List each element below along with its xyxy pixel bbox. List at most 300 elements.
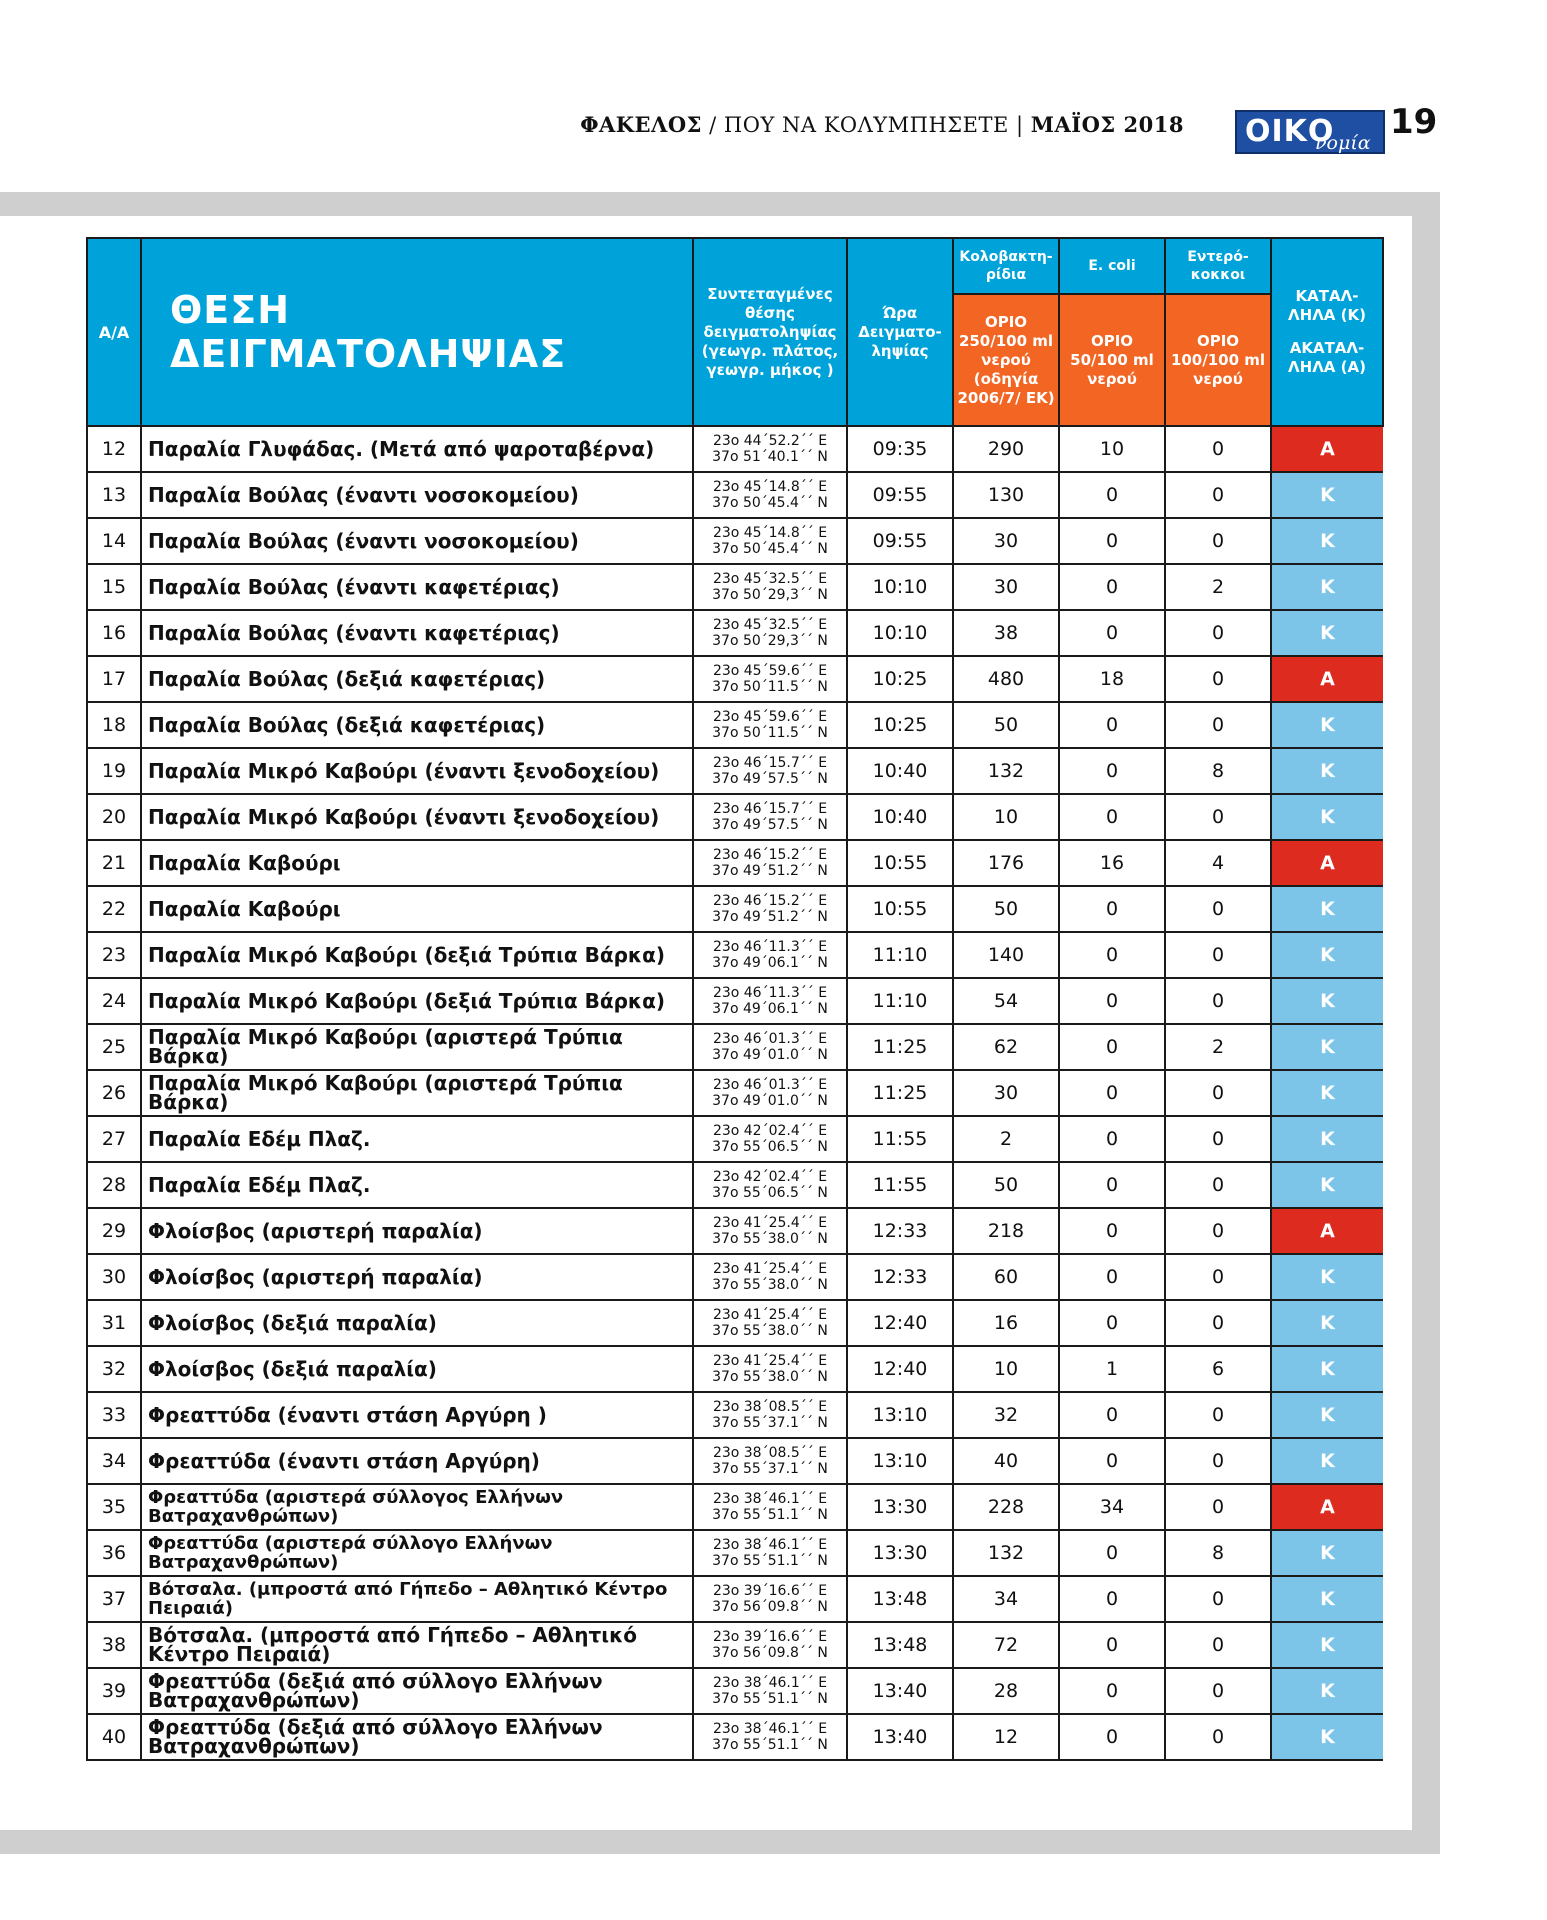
coordinate-longitude: 23ο 46΄15.7΄΄ Ε [712,755,828,771]
coordinates [693,1346,847,1392]
location-name: Βότσαλα. (μπροστά από Γήπεδο – Αθλητικό Κέντρο Πειραιά) [141,1622,693,1668]
coordinates [693,1116,847,1162]
suitability-status: Κ [1271,1162,1383,1208]
row-number: 39 [87,1668,141,1714]
coordinates [693,1208,847,1254]
coordinate-longitude: 23ο 46΄15.2΄΄ Ε [712,893,828,909]
suitability-status: Κ [1271,1346,1383,1392]
coliforms-value: 50 [953,702,1059,748]
coordinates [693,748,847,794]
sampling-time: 11:55 [847,1162,953,1208]
table-body [87,426,1383,1760]
row-number: 13 [87,472,141,518]
ecoli-value: 0 [1059,748,1165,794]
coliforms-value: 40 [953,1438,1059,1484]
row-number: 17 [87,656,141,702]
enterococci-value: 8 [1165,1530,1271,1576]
coliforms-value: 50 [953,1162,1059,1208]
coliforms-value: 62 [953,1024,1059,1070]
coordinates [693,564,847,610]
coordinates [693,1622,847,1668]
table-row [87,932,1383,978]
enterococci-value: 0 [1165,1484,1271,1530]
table-row [87,1116,1383,1162]
coordinate-longitude: 23ο 46΄15.2΄΄ Ε [712,847,828,863]
coordinate-longitude: 23ο 46΄11.3΄΄ Ε [712,939,828,955]
suitability-status: Κ [1271,1300,1383,1346]
row-number: 40 [87,1714,141,1760]
table-row [87,1162,1383,1208]
row-number: 24 [87,978,141,1024]
header-unsuitable: ΑΚΑΤΑΛ-ΛΗΛΑ (Α) [1288,339,1366,376]
coordinate-longitude: 23ο 46΄15.7΄΄ Ε [712,801,828,817]
ecoli-value: 0 [1059,1300,1165,1346]
table-row [87,1300,1383,1346]
sampling-time: 12:40 [847,1346,953,1392]
row-number: 20 [87,794,141,840]
logo-sub-text: νομία [1315,132,1371,154]
header-enterococci: Εντερό-κοκκοι [1165,238,1271,294]
coliforms-value: 290 [953,426,1059,472]
coordinate-latitude: 37ο 49΄06.1΄΄ Ν [712,955,828,971]
coordinate-longitude: 23ο 38΄46.1΄΄ Ε [712,1721,828,1737]
coliforms-value: 54 [953,978,1059,1024]
location-name: Βότσαλα. (μπροστά από Γήπεδο – Αθλητικό Κέντρο Πειραιά) [141,1576,693,1622]
coliforms-value: 72 [953,1622,1059,1668]
row-number: 25 [87,1024,141,1070]
suitability-status: Κ [1271,978,1383,1024]
ecoli-value: 34 [1059,1484,1165,1530]
sampling-time: 09:55 [847,518,953,564]
location-name: Παραλία Βούλας (έναντι νοσοκομείου) [141,472,693,518]
coordinates [693,702,847,748]
row-number: 14 [87,518,141,564]
coordinate-latitude: 37ο 55΄51.1΄΄ Ν [712,1737,828,1753]
coordinates [693,1484,847,1530]
header-sampling-time: Ώρα Δειγματο-ληψίας [847,238,953,426]
location-name: Φρεαττύδα (δεξιά από σύλλογο Ελλήνων Βατραχανθρώπων) [141,1714,693,1760]
row-number: 28 [87,1162,141,1208]
row-number: 18 [87,702,141,748]
ecoli-value: 0 [1059,1070,1165,1116]
table-row [87,426,1383,472]
table-row [87,702,1383,748]
coordinate-longitude: 23ο 38΄08.5΄΄ Ε [712,1399,828,1415]
coliforms-value: 176 [953,840,1059,886]
ecoli-value: 0 [1059,472,1165,518]
sampling-time: 13:48 [847,1622,953,1668]
coordinate-latitude: 37ο 49΄51.2΄΄ Ν [712,909,828,925]
magazine-logo [1235,110,1385,154]
coordinate-longitude: 23ο 41΄25.4΄΄ Ε [712,1215,828,1231]
enterococci-value: 0 [1165,1254,1271,1300]
coliforms-value: 12 [953,1714,1059,1760]
coordinate-longitude: 23ο 44΄52.2΄΄ Ε [712,433,828,449]
sampling-time: 13:30 [847,1530,953,1576]
coordinate-longitude: 23ο 41΄25.4΄΄ Ε [712,1261,828,1277]
coordinates [693,886,847,932]
suitability-status: Κ [1271,886,1383,932]
ecoli-value: 0 [1059,702,1165,748]
enterococci-value: 0 [1165,1714,1271,1760]
enterococci-value: 0 [1165,932,1271,978]
ecoli-value: 0 [1059,1576,1165,1622]
sampling-table-container [86,237,1382,1761]
enterococci-value: 0 [1165,1576,1271,1622]
row-number: 38 [87,1622,141,1668]
coordinate-longitude: 23ο 39΄16.6΄΄ Ε [712,1583,828,1599]
table-row [87,1714,1383,1760]
ecoli-value: 0 [1059,1438,1165,1484]
row-number: 30 [87,1254,141,1300]
coliforms-value: 28 [953,1668,1059,1714]
row-number: 22 [87,886,141,932]
suitability-status: Κ [1271,564,1383,610]
ecoli-value: 0 [1059,1208,1165,1254]
table-row [87,1576,1383,1622]
sampling-time: 10:55 [847,886,953,932]
coordinates [693,1392,847,1438]
ecoli-value: 0 [1059,1254,1165,1300]
coliforms-value: 10 [953,794,1059,840]
location-name: Παραλία Καβούρι [141,840,693,886]
coordinate-latitude: 37ο 56΄09.8΄΄ Ν [712,1599,828,1615]
row-number: 32 [87,1346,141,1392]
suitability-status: Α [1271,1208,1383,1254]
row-number: 36 [87,1530,141,1576]
header-suitability [1271,238,1383,426]
coordinate-longitude: 23ο 38΄46.1΄΄ Ε [712,1491,828,1507]
table-header [87,238,1383,426]
header-suitable: ΚΑΤΑΛ-ΛΗΛΑ (Κ) [1288,287,1366,324]
coordinates [693,426,847,472]
enterococci-value: 0 [1165,702,1271,748]
enterococci-value: 0 [1165,1622,1271,1668]
suitability-status: Κ [1271,1024,1383,1070]
ecoli-value: 0 [1059,932,1165,978]
coordinate-longitude: 23ο 45΄14.8΄΄ Ε [712,525,828,541]
sampling-time: 12:33 [847,1254,953,1300]
row-number: 34 [87,1438,141,1484]
coordinates [693,840,847,886]
sampling-time: 10:25 [847,656,953,702]
location-name: Παραλία Καβούρι [141,886,693,932]
enterococci-value: 0 [1165,886,1271,932]
sampling-time: 13:10 [847,1392,953,1438]
suitability-status: Κ [1271,702,1383,748]
header-aa: Α/Α [87,238,141,426]
coliforms-value: 34 [953,1576,1059,1622]
coordinate-latitude: 37ο 50΄45.4΄΄ Ν [712,495,828,511]
suitability-status: Α [1271,656,1383,702]
coordinate-longitude: 23ο 39΄16.6΄΄ Ε [712,1629,828,1645]
coordinates [693,932,847,978]
suitability-status: Α [1271,426,1383,472]
coordinate-latitude: 37ο 49΄57.5΄΄ Ν [712,771,828,787]
ecoli-value: 18 [1059,656,1165,702]
page-number: 19 [1390,102,1438,142]
location-name: Παραλία Μικρό Καβούρι (έναντι ξενοδοχείου) [141,794,693,840]
ecoli-value: 0 [1059,1392,1165,1438]
coordinate-longitude: 23ο 46΄11.3΄΄ Ε [712,985,828,1001]
sampling-time: 11:10 [847,932,953,978]
suitability-status: Κ [1271,1714,1383,1760]
enterococci-value: 0 [1165,1162,1271,1208]
suitability-status: Κ [1271,794,1383,840]
location-name: Παραλία Μικρό Καβούρι (δεξιά Τρύπια Βάρκα) [141,932,693,978]
coordinate-latitude: 37ο 55΄38.0΄΄ Ν [712,1277,828,1293]
coordinate-longitude: 23ο 38΄08.5΄΄ Ε [712,1445,828,1461]
coordinates [693,1576,847,1622]
coordinates [693,1300,847,1346]
location-name: Παραλία Εδέμ Πλαζ. [141,1116,693,1162]
sampling-time: 10:40 [847,794,953,840]
enterococci-value: 0 [1165,1070,1271,1116]
coordinate-latitude: 37ο 49΄06.1΄΄ Ν [712,1001,828,1017]
suitability-status: Κ [1271,1530,1383,1576]
sampling-time: 11:25 [847,1024,953,1070]
coordinate-latitude: 37ο 55΄51.1΄΄ Ν [712,1691,828,1707]
coordinate-latitude: 37ο 50΄11.5΄΄ Ν [712,679,828,695]
enterococci-value: 0 [1165,1300,1271,1346]
table-row [87,518,1383,564]
row-number: 12 [87,426,141,472]
ecoli-value: 0 [1059,886,1165,932]
header-title [580,112,1184,137]
table-row [87,1254,1383,1300]
coordinate-longitude: 23ο 45΄14.8΄΄ Ε [712,479,828,495]
ecoli-value: 0 [1059,978,1165,1024]
table-row [87,610,1383,656]
table-row [87,794,1383,840]
coordinate-latitude: 37ο 55΄37.1΄΄ Ν [712,1415,828,1431]
location-name: Φρεαττύδα (έναντι στάση Αργύρη) [141,1438,693,1484]
coliforms-value: 30 [953,564,1059,610]
suitability-status: Κ [1271,932,1383,978]
location-name: Φλοίσβος (δεξιά παραλία) [141,1346,693,1392]
coordinates [693,518,847,564]
sampling-time: 10:40 [847,748,953,794]
table-row [87,1024,1383,1070]
header-separator: | [1008,113,1031,137]
location-name: Φρεαττύδα (δεξιά από σύλλογο Ελλήνων Βατραχανθρώπων) [141,1668,693,1714]
table-row [87,1438,1383,1484]
location-name: Παραλία Μικρό Καβούρι (αριστερά Τρύπια Βάρκα) [141,1070,693,1116]
suitability-status: Κ [1271,748,1383,794]
header-section: ΦΑΚΕΛΟΣ [580,112,702,137]
location-name: Φλοίσβος (δεξιά παραλία) [141,1300,693,1346]
coordinate-latitude: 37ο 55΄38.0΄΄ Ν [712,1323,828,1339]
enterococci-value: 0 [1165,1668,1271,1714]
coliforms-value: 32 [953,1392,1059,1438]
ecoli-value: 0 [1059,610,1165,656]
coordinate-latitude: 37ο 49΄01.0΄΄ Ν [712,1047,828,1063]
table-row [87,564,1383,610]
header-date: ΜΑΪΟΣ 2018 [1030,112,1184,137]
enterococci-value: 0 [1165,1438,1271,1484]
ecoli-value: 0 [1059,1530,1165,1576]
sampling-time: 10:10 [847,564,953,610]
coordinates [693,656,847,702]
enterococci-value: 0 [1165,978,1271,1024]
location-name: Παραλία Μικρό Καβούρι (αριστερά Τρύπια Βάρκα) [141,1024,693,1070]
sampling-results-table [86,237,1384,1761]
coliforms-value: 228 [953,1484,1059,1530]
location-name: Φλοίσβος (αριστερή παραλία) [141,1254,693,1300]
suitability-status: Κ [1271,1668,1383,1714]
location-name: Παραλία Βούλας (έναντι καφετέριας) [141,564,693,610]
coordinate-latitude: 37ο 55΄06.5΄΄ Ν [712,1139,828,1155]
suitability-status: Α [1271,840,1383,886]
coliforms-value: 132 [953,748,1059,794]
sampling-time: 09:55 [847,472,953,518]
table-row [87,1070,1383,1116]
suitability-status: Κ [1271,1392,1383,1438]
enterococci-value: 0 [1165,426,1271,472]
ecoli-value: 0 [1059,1622,1165,1668]
coordinate-latitude: 37ο 55΄37.1΄΄ Ν [712,1461,828,1477]
enterococci-value: 0 [1165,1392,1271,1438]
sampling-time: 11:10 [847,978,953,1024]
suitability-status: Κ [1271,1116,1383,1162]
coordinate-longitude: 23ο 42΄02.4΄΄ Ε [712,1169,828,1185]
table-row [87,472,1383,518]
location-name: Φρεαττύδα (αριστερά σύλλογο Ελλήνων Βατραχανθρώπων) [141,1530,693,1576]
coordinate-latitude: 37ο 50΄45.4΄΄ Ν [712,541,828,557]
table-row [87,1346,1383,1392]
sampling-time: 10:25 [847,702,953,748]
ecoli-value: 10 [1059,426,1165,472]
coliforms-value: 218 [953,1208,1059,1254]
suitability-status: Κ [1271,1622,1383,1668]
coliforms-value: 30 [953,1070,1059,1116]
coordinates [693,472,847,518]
enterococci-value: 2 [1165,564,1271,610]
coliforms-value: 60 [953,1254,1059,1300]
table-row [87,1622,1383,1668]
location-name: Παραλία Βούλας (έναντι καφετέριας) [141,610,693,656]
suitability-status: Κ [1271,1070,1383,1116]
location-name: Παραλία Εδέμ Πλαζ. [141,1162,693,1208]
coliforms-value: 132 [953,1530,1059,1576]
enterococci-value: 0 [1165,518,1271,564]
coordinate-longitude: 23ο 45΄32.5΄΄ Ε [712,617,828,633]
coordinate-longitude: 23ο 42΄02.4΄΄ Ε [712,1123,828,1139]
table-row [87,1484,1383,1530]
table-row [87,1530,1383,1576]
suitability-status: Α [1271,1484,1383,1530]
row-number: 19 [87,748,141,794]
coliforms-value: 38 [953,610,1059,656]
suitability-status: Κ [1271,518,1383,564]
coordinate-longitude: 23ο 46΄01.3΄΄ Ε [712,1077,828,1093]
enterococci-value: 6 [1165,1346,1271,1392]
coordinates [693,1714,847,1760]
coordinate-longitude: 23ο 45΄59.6΄΄ Ε [712,663,828,679]
header-enterococci-limit: ΟΡΙΟ 100/100 ml νερού [1165,294,1271,426]
sampling-time: 09:35 [847,426,953,472]
location-name: Παραλία Μικρό Καβούρι (έναντι ξενοδοχείου) [141,748,693,794]
ecoli-value: 16 [1059,840,1165,886]
coordinates [693,1162,847,1208]
row-number: 26 [87,1070,141,1116]
sampling-time: 13:48 [847,1576,953,1622]
ecoli-value: 0 [1059,1714,1165,1760]
table-row [87,748,1383,794]
coordinate-longitude: 23ο 38΄46.1΄΄ Ε [712,1675,828,1691]
coordinate-latitude: 37ο 49΄01.0΄΄ Ν [712,1093,828,1109]
enterococci-value: 0 [1165,1208,1271,1254]
coordinate-latitude: 37ο 55΄38.0΄΄ Ν [712,1369,828,1385]
enterococci-value: 4 [1165,840,1271,886]
enterococci-value: 2 [1165,1024,1271,1070]
location-name: Φρεαττύδα (έναντι στάση Αργύρη ) [141,1392,693,1438]
coliforms-value: 16 [953,1300,1059,1346]
coordinate-latitude: 37ο 50΄29,3΄΄ Ν [712,633,828,649]
coordinates [693,1254,847,1300]
coliforms-value: 50 [953,886,1059,932]
header-coordinates: Συντεταγμένες θέσης δειγματοληψίας (γεωγρ. πλάτος, γεωγρ. μήκος ) [693,238,847,426]
row-number: 21 [87,840,141,886]
enterococci-value: 0 [1165,472,1271,518]
sampling-time: 13:40 [847,1714,953,1760]
location-name: Φρεαττύδα (αριστερά σύλλογος Ελλήνων Βατραχανθρώπων) [141,1484,693,1530]
coordinate-longitude: 23ο 41΄25.4΄΄ Ε [712,1353,828,1369]
sampling-time: 13:10 [847,1438,953,1484]
location-name: Παραλία Γλυφάδας. (Μετά από ψαροταβέρνα) [141,426,693,472]
enterococci-value: 0 [1165,1116,1271,1162]
sampling-time: 11:25 [847,1070,953,1116]
location-name: Φλοίσβος (αριστερή παραλία) [141,1208,693,1254]
suitability-status: Κ [1271,1254,1383,1300]
logo-main-text: ΟΙΚΟ [1245,114,1335,149]
coordinates [693,1530,847,1576]
coordinates [693,1024,847,1070]
sampling-time: 11:55 [847,1116,953,1162]
row-number: 31 [87,1300,141,1346]
coordinates [693,1668,847,1714]
location-name: Παραλία Βούλας (δεξιά καφετέριας) [141,702,693,748]
coordinate-latitude: 37ο 51΄40.1΄΄ Ν [712,449,828,465]
coordinates [693,610,847,656]
coliforms-value: 10 [953,1346,1059,1392]
coordinate-latitude: 37ο 55΄51.1΄΄ Ν [712,1507,828,1523]
table-row [87,1392,1383,1438]
table-row [87,1668,1383,1714]
coordinate-latitude: 37ο 50΄11.5΄΄ Ν [712,725,828,741]
ecoli-value: 0 [1059,1116,1165,1162]
coordinate-latitude: 37ο 49΄57.5΄΄ Ν [712,817,828,833]
location-name: Παραλία Βούλας (έναντι νοσοκομείου) [141,518,693,564]
location-name: Παραλία Βούλας (δεξιά καφετέριας) [141,656,693,702]
location-name: Παραλία Μικρό Καβούρι (δεξιά Τρύπια Βάρκα) [141,978,693,1024]
coordinates [693,978,847,1024]
ecoli-value: 0 [1059,1024,1165,1070]
suitability-status: Κ [1271,472,1383,518]
ecoli-value: 0 [1059,1162,1165,1208]
coordinate-latitude: 37ο 55΄38.0΄΄ Ν [712,1231,828,1247]
header-sampling-location: ΘΕΣΗ ΔΕΙΓΜΑΤΟΛΗΨΙΑΣ [141,238,693,426]
sampling-time: 12:40 [847,1300,953,1346]
coliforms-value: 130 [953,472,1059,518]
table-row [87,656,1383,702]
coordinate-longitude: 23ο 45΄59.6΄΄ Ε [712,709,828,725]
enterococci-value: 8 [1165,748,1271,794]
table-row [87,840,1383,886]
header-coliforms: Κολοβακτη-ρίδια [953,238,1059,294]
enterococci-value: 0 [1165,794,1271,840]
coordinate-longitude: 23ο 38΄46.1΄΄ Ε [712,1537,828,1553]
